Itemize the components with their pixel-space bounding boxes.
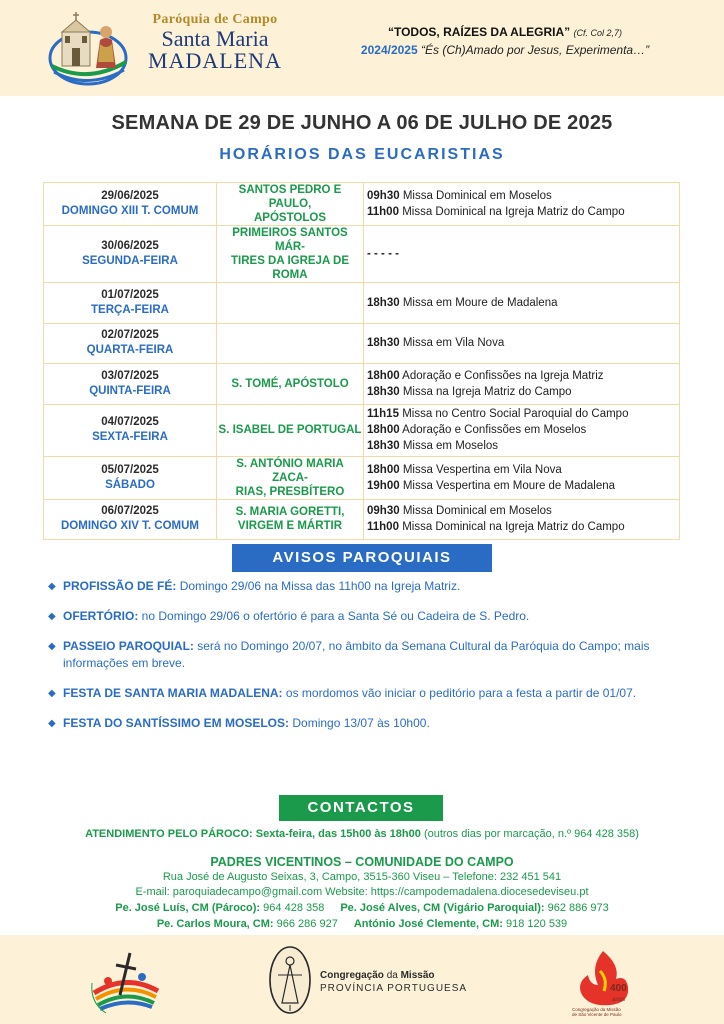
mass-description: Missa Dominical na Igreja Matriz do Campo <box>402 206 625 218</box>
saint-cell <box>217 364 364 405</box>
logo-line-2: Santa Maria <box>161 26 269 51</box>
mass-entry <box>367 406 679 422</box>
date: 05/07/2025 <box>101 463 159 476</box>
mass-time: 11h00 <box>367 206 399 218</box>
anniv-line-2: de São Vicente de Paulo <box>572 1012 622 1017</box>
schedule-row <box>44 499 680 540</box>
date-cell <box>44 499 217 540</box>
mass-time: 18h00 <box>367 424 400 436</box>
notice-title: FESTA DE SANTA MARIA MADALENA: <box>63 686 283 700</box>
saint-line: S. TOMÉ, APÓSTOLO <box>231 377 349 390</box>
logo-line-3: MADALENA <box>148 48 282 73</box>
notice-item <box>48 638 680 672</box>
avisos-heading: AVISOS PAROQUIAIS <box>232 544 492 572</box>
province-name: PROVÍNCIA PORTUGUESA <box>320 983 468 994</box>
schedule-row <box>44 456 680 499</box>
mass-time: 18h00 <box>367 369 400 382</box>
motto-line-2 <box>340 42 670 59</box>
jubilee-2025-logo-icon <box>86 943 166 1017</box>
priest-name: Pe. José Luís, CM (Pároco): <box>115 902 261 914</box>
mass-cell <box>364 283 680 324</box>
mass-cell <box>364 364 680 405</box>
priest-name: António José Clemente, CM: <box>353 918 503 930</box>
notice-title: FESTA DO SANTÍSSIMO EM MOSELOS: <box>63 716 290 730</box>
notice-title: OFERTÓRIO: <box>63 609 139 623</box>
mass-entry <box>367 204 679 220</box>
diamond-bullet-icon: ◆ <box>48 611 56 622</box>
mass-schedule-table <box>43 182 680 540</box>
anniv-word: anos <box>612 997 626 1003</box>
church-logo-icon <box>48 10 130 88</box>
date-cell <box>44 183 217 226</box>
notice-text: Domingo 13/07 às 10h00. <box>292 716 430 730</box>
weekday: SEXTA-FEIRA <box>92 431 168 443</box>
congregation-title <box>320 969 467 982</box>
mass-description: Missa Vespertina em Vila Nova <box>402 463 562 476</box>
motto-quote: “TODOS, RAÍZES DA ALEGRIA” <box>387 25 571 39</box>
motto-line-1 <box>340 24 670 42</box>
priest-phone: 918 120 539 <box>506 918 568 930</box>
pastoral-motto <box>340 24 670 59</box>
mass-time: 09h30 <box>367 505 400 518</box>
logo-line-1: Paróquia de Campo <box>152 12 278 27</box>
date: 01/07/2025 <box>101 288 159 301</box>
notice-title: PASSEIO PAROQUIAL: <box>63 639 194 653</box>
mass-entry <box>367 478 679 494</box>
mass-time: 09h30 <box>367 190 400 202</box>
email-website-line: E-mail: paroquiadecampo@gmail.com Website: https://campodemadalena.diocesedeviseu.pt <box>135 886 589 898</box>
mass-time: 18h30 <box>367 296 400 309</box>
date-cell <box>44 404 217 456</box>
date: 06/07/2025 <box>101 505 159 518</box>
priests-line-1 <box>0 900 724 916</box>
schedule-row <box>44 183 680 226</box>
saint-line: S. ISABEL DE PORTUGAL <box>218 424 362 436</box>
mass-description: Adoração e Confissões na Igreja Matriz <box>402 369 604 382</box>
congregation-name <box>320 969 467 995</box>
mass-cell <box>364 456 680 499</box>
saint-cell <box>217 456 364 499</box>
anniv-line-1: Congregação da Missão <box>572 1007 621 1012</box>
mass-entry <box>367 188 679 204</box>
mass-time: 11h00 <box>367 521 399 534</box>
mass-entry <box>367 422 679 438</box>
mass-cell <box>364 226 680 283</box>
date: 30/06/2025 <box>101 240 159 252</box>
saint-cell <box>217 323 364 364</box>
diamond-bullet-icon: ◆ <box>48 718 56 729</box>
weekday: SEGUNDA-FEIRA <box>82 255 178 267</box>
saint-line: APÓSTOLOS <box>254 212 326 224</box>
saint-cell <box>217 183 364 226</box>
saint-line: TIRES DA IGREJA DE ROMA <box>231 255 349 281</box>
date-cell <box>44 226 217 283</box>
mass-entry <box>367 462 679 478</box>
saint-cell <box>217 404 364 456</box>
mass-time: 18h30 <box>367 440 400 452</box>
mass-cell <box>364 404 680 456</box>
pastoral-year: 2024/2025 <box>360 43 418 57</box>
date-cell <box>44 456 217 499</box>
attendance-note: (outros dias por marcação, n.º 964 428 358) <box>423 828 639 840</box>
saint-line: PRIMEIROS SANTOS MÁR- <box>232 227 348 253</box>
weekday: DOMINGO XIII T. COMUM <box>61 205 199 217</box>
mass-description: Missa na Igreja Matriz do Campo <box>402 385 572 398</box>
notice-text: no Domingo 29/06 o ofertório é para a Santa Sé ou Cadeira de S. Pedro. <box>141 609 530 623</box>
diamond-bullet-icon: ◆ <box>48 688 56 699</box>
schedule-row <box>44 364 680 405</box>
mass-entry <box>367 368 679 384</box>
date: 29/06/2025 <box>101 190 159 202</box>
notice-item <box>48 608 680 625</box>
saint-line: SANTOS PEDRO E PAULO, <box>238 184 342 210</box>
notice-title: PROFISSÃO DE FÉ: <box>63 579 177 593</box>
attendance-hours: ATENDIMENTO PELO PÁROCO: Sexta-feira, das 15h00 às 18h00 <box>85 828 421 840</box>
weekday: DOMINGO XIV T. COMUM <box>61 520 199 533</box>
weekday: TERÇA-FEIRA <box>91 303 169 316</box>
mass-entry <box>367 246 679 262</box>
weekday: QUINTA-FEIRA <box>89 384 171 397</box>
mass-time: 19h00 <box>367 479 400 492</box>
date: 03/07/2025 <box>101 369 159 382</box>
mass-entry <box>367 335 679 351</box>
mass-cell <box>364 183 680 226</box>
mass-cell <box>364 499 680 540</box>
contact-block <box>0 826 724 932</box>
mass-time: 18h00 <box>367 463 400 476</box>
mass-time: 18h30 <box>367 385 400 398</box>
schedule-title: HORÁRIOS DAS EUCARISTIAS <box>219 146 505 163</box>
mass-description: Missa Dominical na Igreja Matriz do Campo <box>402 521 625 534</box>
weekday: QUARTA-FEIRA <box>86 344 174 357</box>
mass-description: Missa no Centro Social Paroquial do Campo <box>402 408 629 420</box>
mass-description: Missa Dominical em Moselos <box>402 190 552 202</box>
schedule-row <box>44 404 680 456</box>
header-band <box>0 0 724 96</box>
priest-name: Pe. José Alves, CM (Vigário Paroquial): <box>340 902 545 914</box>
date-cell <box>44 323 217 364</box>
contactos-heading: CONTACTOS <box>279 795 443 821</box>
attendance-line <box>0 826 724 842</box>
mass-time: - - - - - <box>367 248 399 260</box>
saint-line: S. ANTÓNIO MARIA ZACA- <box>236 457 344 484</box>
year-slogan: “És (Ch)Amado por Jesus, Experimenta…” <box>421 43 650 57</box>
saint-line: S. MARIA GORETTI, <box>235 506 345 519</box>
mass-entry <box>367 519 679 535</box>
priest-phone: 964 428 358 <box>263 902 325 914</box>
mass-time: 18h30 <box>367 337 400 350</box>
notice-text: os mordomos vão iniciar o peditório para a festa a partir de 01/07. <box>285 686 637 700</box>
weekday: SÁBADO <box>105 478 155 491</box>
mass-description: Missa em Vila Nova <box>402 337 505 350</box>
address-line: Rua José de Augusto Seixas, 3, Campo, 3515-360 Viseu – Telefone: 232 451 541 <box>162 871 562 883</box>
diamond-bullet-icon: ◆ <box>48 641 56 652</box>
week-title: SEMANA DE 29 DE JUNHO A 06 DE JULHO DE 2025 <box>111 112 613 134</box>
date-cell <box>44 364 217 405</box>
date-cell <box>44 283 217 324</box>
schedule-row <box>44 283 680 324</box>
400-years-logo-icon <box>570 945 636 1017</box>
mass-description: Missa Dominical em Moselos <box>402 505 552 518</box>
notice-text: Domingo 29/06 na Missa das 11h00 na Igreja Matriz. <box>179 579 461 593</box>
community-name: PADRES VICENTINOS – COMUNIDADE DO CAMPO <box>210 855 514 869</box>
mass-description: Missa em Moure de Madalena <box>402 296 558 309</box>
mass-time: 11h15 <box>367 408 399 420</box>
mass-cell <box>364 323 680 364</box>
cm-word-da: da <box>386 970 398 981</box>
notices-list <box>48 578 680 732</box>
notice-item <box>48 715 680 732</box>
saint-line: RIAS, PRESBÍTERO <box>235 485 345 498</box>
mass-entry <box>367 438 679 454</box>
schedule-row <box>44 226 680 283</box>
mass-entry <box>367 384 679 400</box>
saint-cell <box>217 283 364 324</box>
notice-item <box>48 578 680 595</box>
saint-line: VIRGEM E MÁRTIR <box>237 520 343 533</box>
mass-description: Adoração e Confissões em Moselos <box>402 424 587 436</box>
mass-description: Missa Vespertina em Moure de Madalena <box>402 479 616 492</box>
cm-word-missao: Missão <box>400 970 435 981</box>
priest-phone: 966 286 927 <box>276 918 338 930</box>
priest-name: Pe. Carlos Moura, CM: <box>156 918 274 930</box>
saint-cell <box>217 499 364 540</box>
priest-phone: 962 886 973 <box>547 902 609 914</box>
date: 04/07/2025 <box>101 416 159 428</box>
footer-band <box>0 935 724 1024</box>
mass-entry <box>367 503 679 519</box>
priests-line-2 <box>0 916 724 932</box>
congregation-medal-icon <box>268 945 312 1015</box>
diamond-bullet-icon: ◆ <box>48 581 56 592</box>
mass-entry <box>367 295 679 311</box>
saint-cell <box>217 226 364 283</box>
motto-reference: (Cf. Col 2,7) <box>573 28 623 38</box>
mass-description: Missa em Moselos <box>402 440 499 452</box>
anniv-number: 400 <box>610 983 627 994</box>
schedule-row <box>44 323 680 364</box>
date: 02/07/2025 <box>101 329 159 342</box>
notice-item <box>48 685 680 702</box>
parish-logo <box>48 6 298 90</box>
cm-word-congregacao: Congregação <box>320 970 384 981</box>
notice-text: será no Domingo 20/07, no âmbito da Semana Cultural da Paróquia do Campo; mais informações em breve. <box>63 639 650 670</box>
parish-logo-text <box>130 6 300 72</box>
